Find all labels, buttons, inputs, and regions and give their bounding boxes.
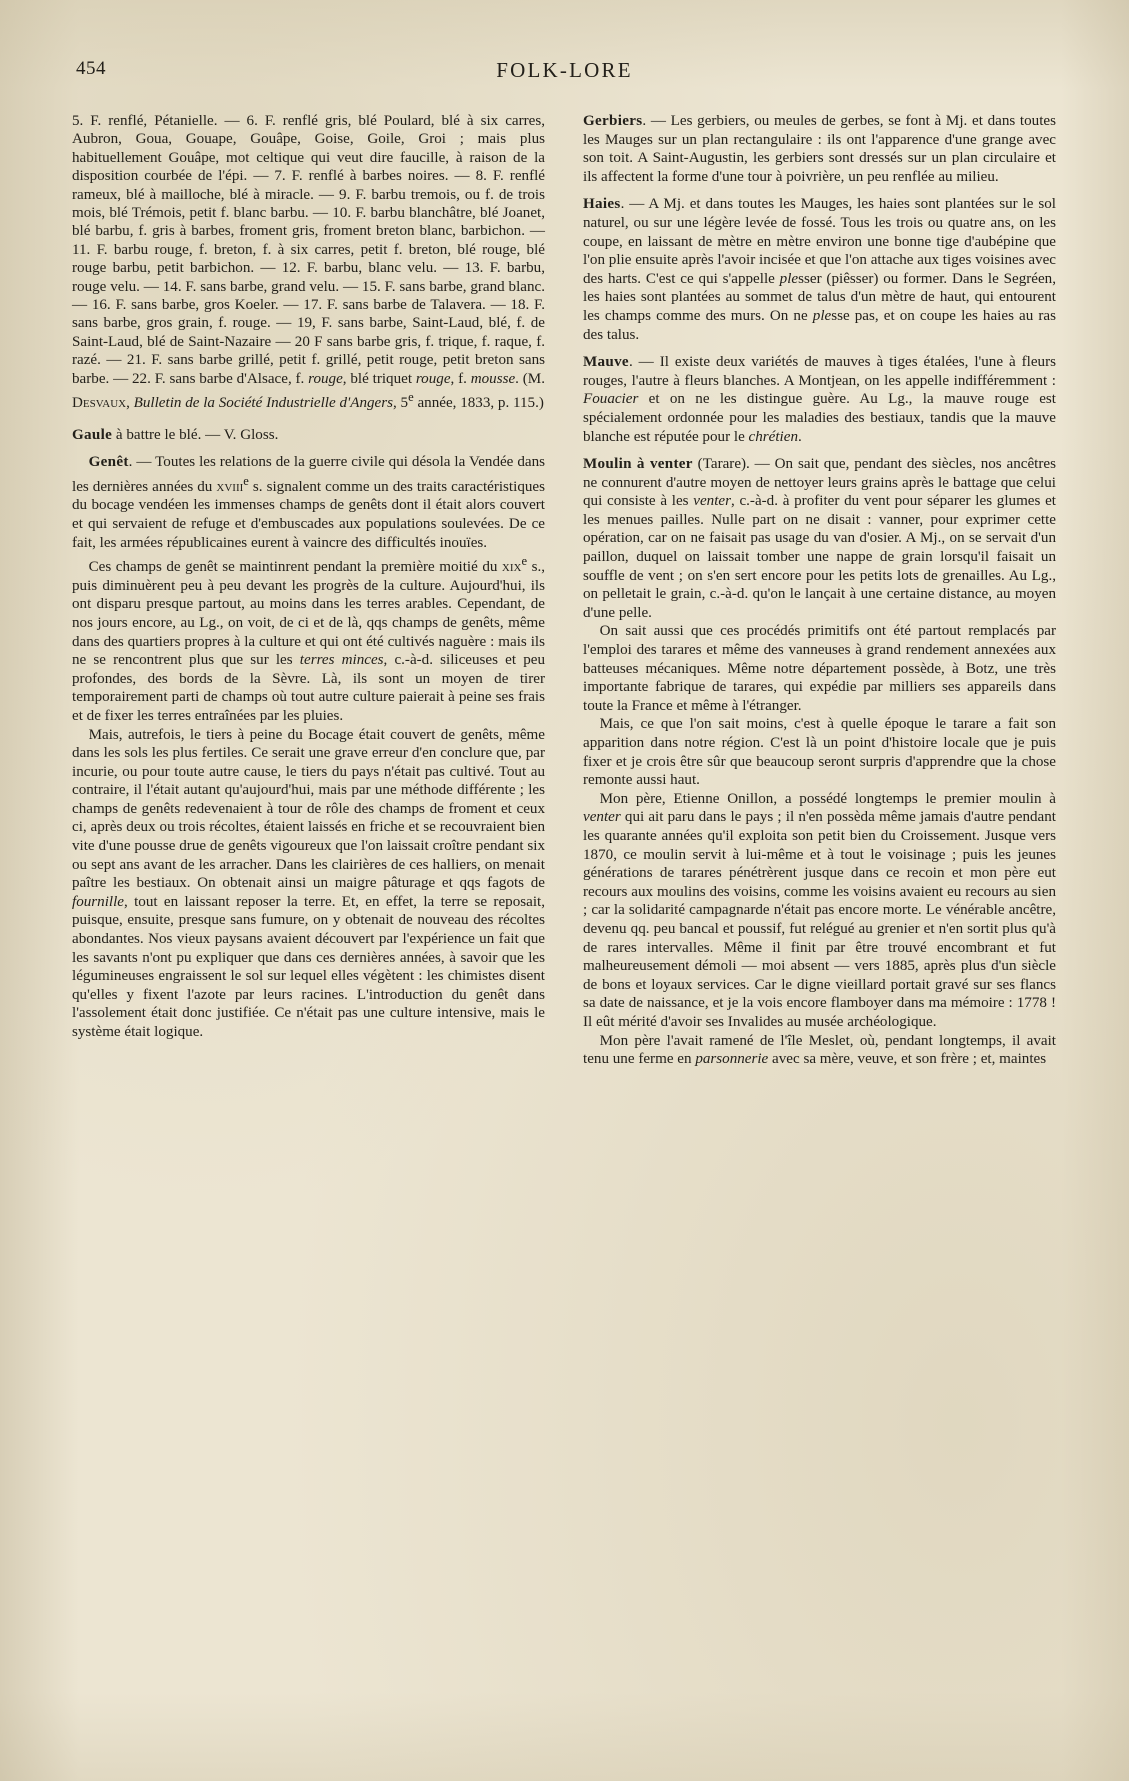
paragraph: Mais, ce que l'on sait moins, c'est à quelle époque le tarare a fait son apparition dans notre région. C'est là un point d'histoire locale que je puis fixer et je crois être sûr que beaucoup seront surpris d'apprendre que la chose remonte aussi haut.	[583, 716, 1056, 789]
paragraph: Ces champs de genêt se maintinrent pendant la première moitié du xix$^e$ s., puis diminuèrent peu à peu devant les progrès de la culture. Aujourd'hui, ils ont disparu presque partout, au moins dans les terres arables. Cependant, de nos jours encore, au Lg., on voit, de ci et de là, qqs champs de genêts, même dans des quartiers propres à la culture et qui ont été cultivés naguère : mais ils ne se rencontrent plus que sur les terres minces, c.-à-d. siliceuses et peu profondes, des bords de la Sèvre. Là, ils sont un moyen de tirer temporairement parti de champs où tout autre culture paierait à peine ses frais et de fixer les terres entraînées par les pluies.	[72, 554, 545, 724]
left-column	[72, 112, 545, 1069]
running-title: FOLK-LORE	[496, 58, 633, 82]
entry-gerbiers: Gerbiers. — Les gerbiers, ou meules de gerbes, se font à Mj. et dans toutes les Mauges sur un plan rectangulaire : ils ont l'apparence d'une grange avec son toit. A Saint-Augustin, les gerbiers sont dressés sur un plan circulaire et ils affectent la forme d'une tour à poivrière, un peu renflée au milieu.	[583, 113, 1056, 185]
paragraph: 5. F. renflé, Pétanielle. — 6. F. renflé gris, blé Poulard, blé à six carres, Aubron, Goua, Gouape, Gouâpe, Goise, Goile, Groi ; mais plus habituellement Gouâpe, mot celtique qui veut dire faucille, à raison de la disposition courbée de l'épi. — 7. F. renflé à barbes noires. — 8. F. renflé rameux, blé à mailloche, blé à miracle. — 9. F. barbu tremois, ou f. de trois mois, blé Trémois, petit f. blanc barbu. — 10. F. barbu blanchâtre, blé Joanet, blé barbu, f. gris à barbes, froment gris, froment breton blanc, barbichon. — 11. F. barbu rouge, f. breton, f. à six carres, petit f. breton, blé rouge, blé rouge barbu, petit barbichon. — 12. F. barbu, blanc velu. — 13. F. barbu, rouge velu. — 14. F. sans barbe, grand velu. — 15. F. sans barbe, grand blanc. — 16. F. sans barbe, gros Koeler. — 17. F. sans barbe de Talavera. — 18. F. sans barbe, gros grain, f. rouge. — 19, F. sans barbe, Saint-Laud, blé, f. de Saint-Laud, blé de Saint-Nazaire — 20 F sans barbe gris, f. trique, f. raque, f. razé. — 21. F. sans barbe grillé, petit f. grillé, petit rouge, petit breton sans barbe. — 22. F. sans barbe d'Alsace, f. rouge, blé triquet rouge, f. mousse. (M. Desvaux, Bulletin de la Société Industrielle d'Angers, 5e année, 1833, p. 115.)	[72, 113, 545, 412]
paragraph: Mon père, Etienne Onillon, a possédé longtemps le premier moulin à venter qui ait paru dans le pays ; il n'en possèda même jamais d'autre pendant les quarante années qu'il exploita son petit bien du Croissement. Jusque vers 1870, ce moulin servit à lui-même et à tout le voisinage ; puis les jeunes générations de tarares pénétrèrent jusque dans ce recoin et mon père eut recours aux moulins des voisins, comme les voisins avaient eu recours au sien ; car la solidarité campagnarde n'était pas encore morte. Le vénérable ancêtre, devenu qq. peu bancal et poussif, fut relégué au grenier et n'en sortit plus qu'à de rares intervalles. Même il finit par être trouvé encombrant et fut malheureusement démoli — moi absent — vers 1885, après plus d'un siècle de bons et loyaux services. Car le digne vieillard portait gravé sur ses flancs sa date de naissance, et je la vois encore flamboyer dans ma mémoire : 1778 ! Il eût mérité d'avoir ses Invalides au musée archéologique.	[583, 790, 1056, 1030]
entry-moulin-a-venter: Moulin à venter (Tarare). — On sait que, pendant des siècles, nos ancêtres ne connurent d'autre moyen de nettoyer leurs grains après le battage que celui qui consiste à les venter, c.-à-d. à profiter du vent pour séparer les glumes et les menues pailles. Nulle part on ne disait : vanner, pour exprimer cette opération, car on ne faisait pas usage du van d'osier. A Mj., on se servait d'un paillon, duquel on laissait tomber une nappe de grain lorsqu'il faisait un souffle de vent ; on s'en sert encore pour les petits lots de grenailles. Au Lg., on pelletait le grain, c.-à-d. qu'on le lançait à une certaine distance, au moyen d'une pelle.	[583, 456, 1056, 621]
entry-gaule: Gaule à battre le blé. — V. Gloss.	[72, 426, 279, 443]
entry-mauve: Mauve. — Il existe deux variétés de mauves à tiges étalées, l'une à fleurs rouges, l'autre à fleurs blanches. A Montjean, on les appelle indifféremment : Fouacier et on ne les distingue guère. Au Lg., la mauve rouge est spécialement ordonnée pour les maladies des bestiaux, tandis que la mauve blanche est réputée pour le chrétien.	[583, 354, 1056, 445]
paragraph: On sait aussi que ces procédés primitifs ont été partout remplacés par l'emploi des tarares et même des vanneuses à grand rendement annexées aux batteuses mécaniques. Même notre département possède, à Botz, une très importante fabrique de tarares, qui expédie par milliers ses appareils dans toute la France et même à l'étranger.	[583, 623, 1056, 714]
entry-genet: Genêt. — Toutes les relations de la guerre civile qui désola la Vendée dans les dernières années du xviii$^e$ s. signalent comme un des traits caractéristiques du bocage vendéen les immenses champs de genêts dont il était alors couvert et qui servaient de refuge et d'embuscades aux populations soulevées. De ce fait, les armées républicaines eurent à vaincre des difficultés inouïes.	[72, 454, 545, 551]
paragraph: Mais, autrefois, le tiers à peine du Bocage était couvert de genêts, même dans les sols les plus fertiles. Ce serait une grave erreur d'en conclure que, par incurie, ou pour toute autre cause, le tiers du pays n'était pas cultivé. Tout au contraire, il l'était autant qu'aujourd'hui, mais par une méthode différente ; les champs de genêts redevenaient à tour de rôle des champs de froment et ceux ci, après deux ou trois récoltes, étaient laissés en friche et se recouvraient bien vite d'une pousse drue de genêts vigoureux que l'on laissait croître pendant six ou sept ans avant de les arracher. Dans les clairières de ces halliers, on menait paître les bestiaux. On obtenait ainsi un maigre pâturage et qqs fagots de fournille, tout en laissant reposer la terre. Et, en effet, la terre se reposait, puisque, ensuite, presque sans fumure, on y obtenait de nouveau des récoltes abondantes. Nos vieux paysans avaient découvert par l'expérience un fait que les savants n'ont pu expliquer que dans ces dernières années, à savoir que les légumineuses engraissent le sol sur lequel elles végètent : les chimistes disent qu'elles y fixent l'azote par leurs racines. L'introduction du genêt dans l'assolement était donc justifiée. Ce n'était pas une culture intensive, mais le système était logique.	[72, 726, 545, 1040]
paragraph: Mon père l'avait ramené de l'île Meslet, où, pendant longtemps, il avait tenu une ferme en parsonnerie avec sa mère, veuve, et son frère ; et, maintes	[583, 1032, 1056, 1068]
page-header	[0, 58, 1129, 84]
entry-haies: Haies. — A Mj. et dans toutes les Mauges, les haies sont plantées sur le sol naturel, ou sur une légère levée de fossé. Tous les trois ou quatre ans, on les coupe, en laissant de mètre en mètre environ une bonne tige d'aubépine que l'on plie ensuite après l'avoir incisée et que l'on attache aux tiges voisines avec des harts. C'est ce qui s'appelle plesser (piêsser) ou former. Dans le Segréen, les haies sont plantées au sommet de talus d'un mètre de haut, qui entourent les champs comme des murs. On ne plesse pas, et on coupe les haies au ras des talus.	[583, 196, 1056, 343]
page-folio: 454	[76, 58, 106, 79]
right-column	[583, 112, 1056, 1069]
text-columns	[72, 112, 1057, 1069]
